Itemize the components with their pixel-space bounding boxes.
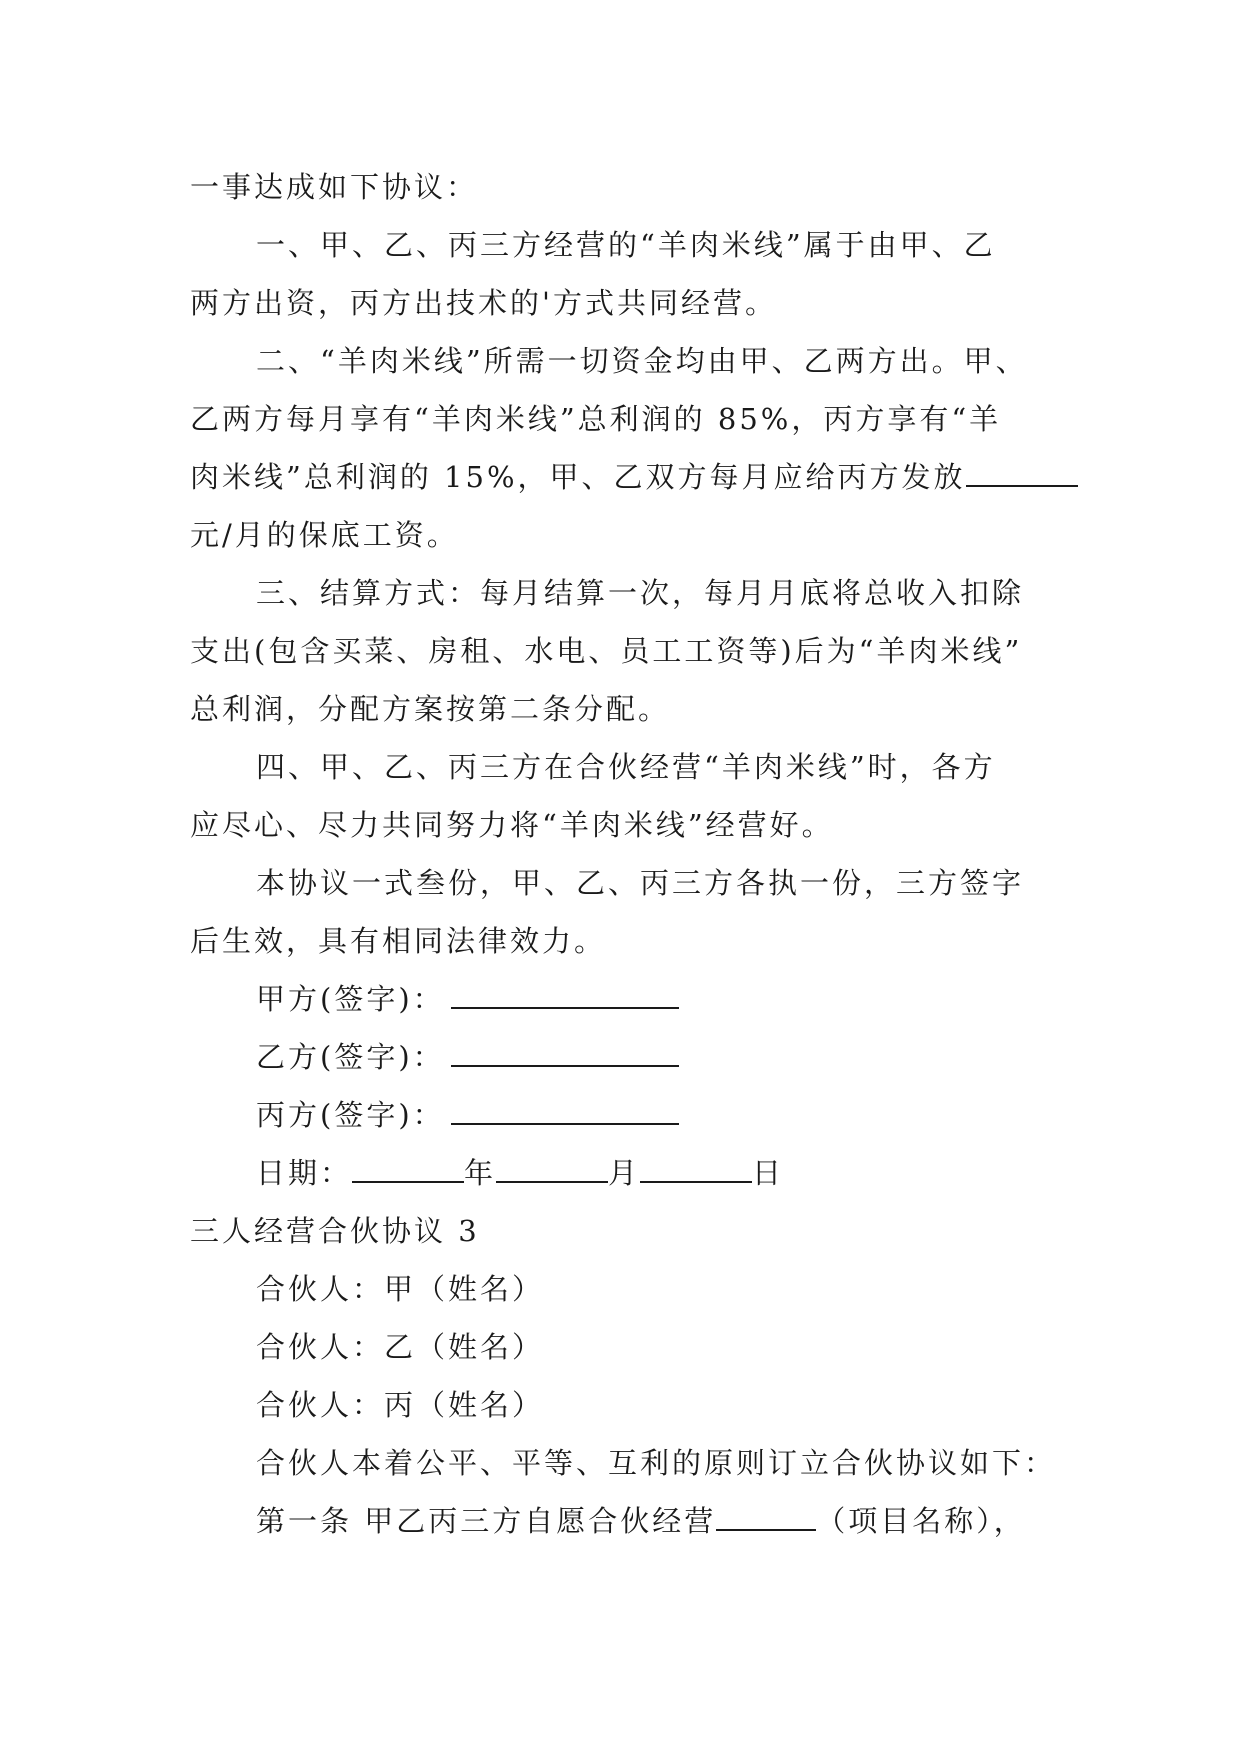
article-one-suffix: （项目名称）， (816, 1504, 1026, 1538)
document-body (190, 158, 1057, 1550)
year-label: 年 (464, 1156, 497, 1190)
closing-clause-line: 后生效，具有相同法律效力。 (190, 924, 607, 958)
day-blank (640, 1151, 752, 1183)
month-blank (496, 1151, 608, 1183)
clause-two-text: 肉米线”总利润的 15%，甲、乙双方每月应给丙方发放 (190, 460, 966, 494)
clause-two-line: 元/月的保底工资。 (190, 518, 459, 552)
signature-label: 丙方(签字)： (256, 1098, 445, 1132)
date-label: 日期： (256, 1156, 353, 1190)
date-line (190, 1144, 1050, 1202)
clause-one-line: 一、甲、乙、丙三方经营的“羊肉米线”属于由甲、乙 (256, 228, 996, 262)
article-one-prefix: 第一条 甲乙丙三方自愿合伙经营 (256, 1504, 717, 1538)
signature-party-a (190, 970, 1050, 1028)
article-one-line (190, 1492, 1050, 1550)
closing-clause-line: 本协议一式叁份，甲、乙、丙三方各执一份，三方签字 (256, 866, 1025, 900)
signature-blank (451, 977, 679, 1009)
signature-blank (451, 1093, 679, 1125)
signature-label: 乙方(签字)： (256, 1040, 445, 1074)
partner-line: 合伙人：乙（姓名） (256, 1330, 545, 1364)
clause-three-line: 总利润，分配方案按第二条分配。 (190, 692, 671, 726)
clause-two-line (190, 448, 1050, 506)
partner-line: 合伙人：甲（姓名） (256, 1272, 545, 1306)
project-name-blank (716, 1499, 816, 1531)
agreement-intro: 合伙人本着公平、平等、互利的原则订立合伙协议如下： (256, 1446, 1057, 1480)
clause-three-line: 支出(包含买菜、房租、水电、员工工资等)后为“羊肉米线” (190, 634, 1023, 668)
salary-blank (966, 455, 1078, 487)
year-blank (352, 1151, 464, 1183)
signature-blank (451, 1035, 679, 1067)
paragraph-line: 一事达成如下协议： (190, 170, 479, 204)
clause-four-line: 应尽心、尽力共同努力将“羊肉米线”经营好。 (190, 808, 834, 842)
signature-party-c (190, 1086, 1050, 1144)
clause-one-line: 两方出资，丙方出技术的'方式共同经营。 (190, 286, 777, 320)
clause-two-line: 二、“羊肉米线”所需一切资金均由甲、乙两方出。甲、 (256, 344, 1028, 378)
month-label: 月 (608, 1156, 641, 1190)
clause-four-line: 四、甲、乙、丙三方在合伙经营“羊肉米线”时，各方 (256, 750, 996, 784)
signature-label: 甲方(签字)： (256, 982, 445, 1016)
section-title: 三人经营合伙协议 3 (190, 1214, 480, 1248)
clause-two-line: 乙两方每月享有“羊肉米线”总利润的 85%，丙方享有“羊 (190, 402, 1002, 436)
day-label: 日 (752, 1156, 785, 1190)
signature-party-b (190, 1028, 1050, 1086)
partner-line: 合伙人：丙（姓名） (256, 1388, 545, 1422)
clause-three-line: 三、结算方式：每月结算一次，每月月底将总收入扣除 (256, 576, 1025, 610)
